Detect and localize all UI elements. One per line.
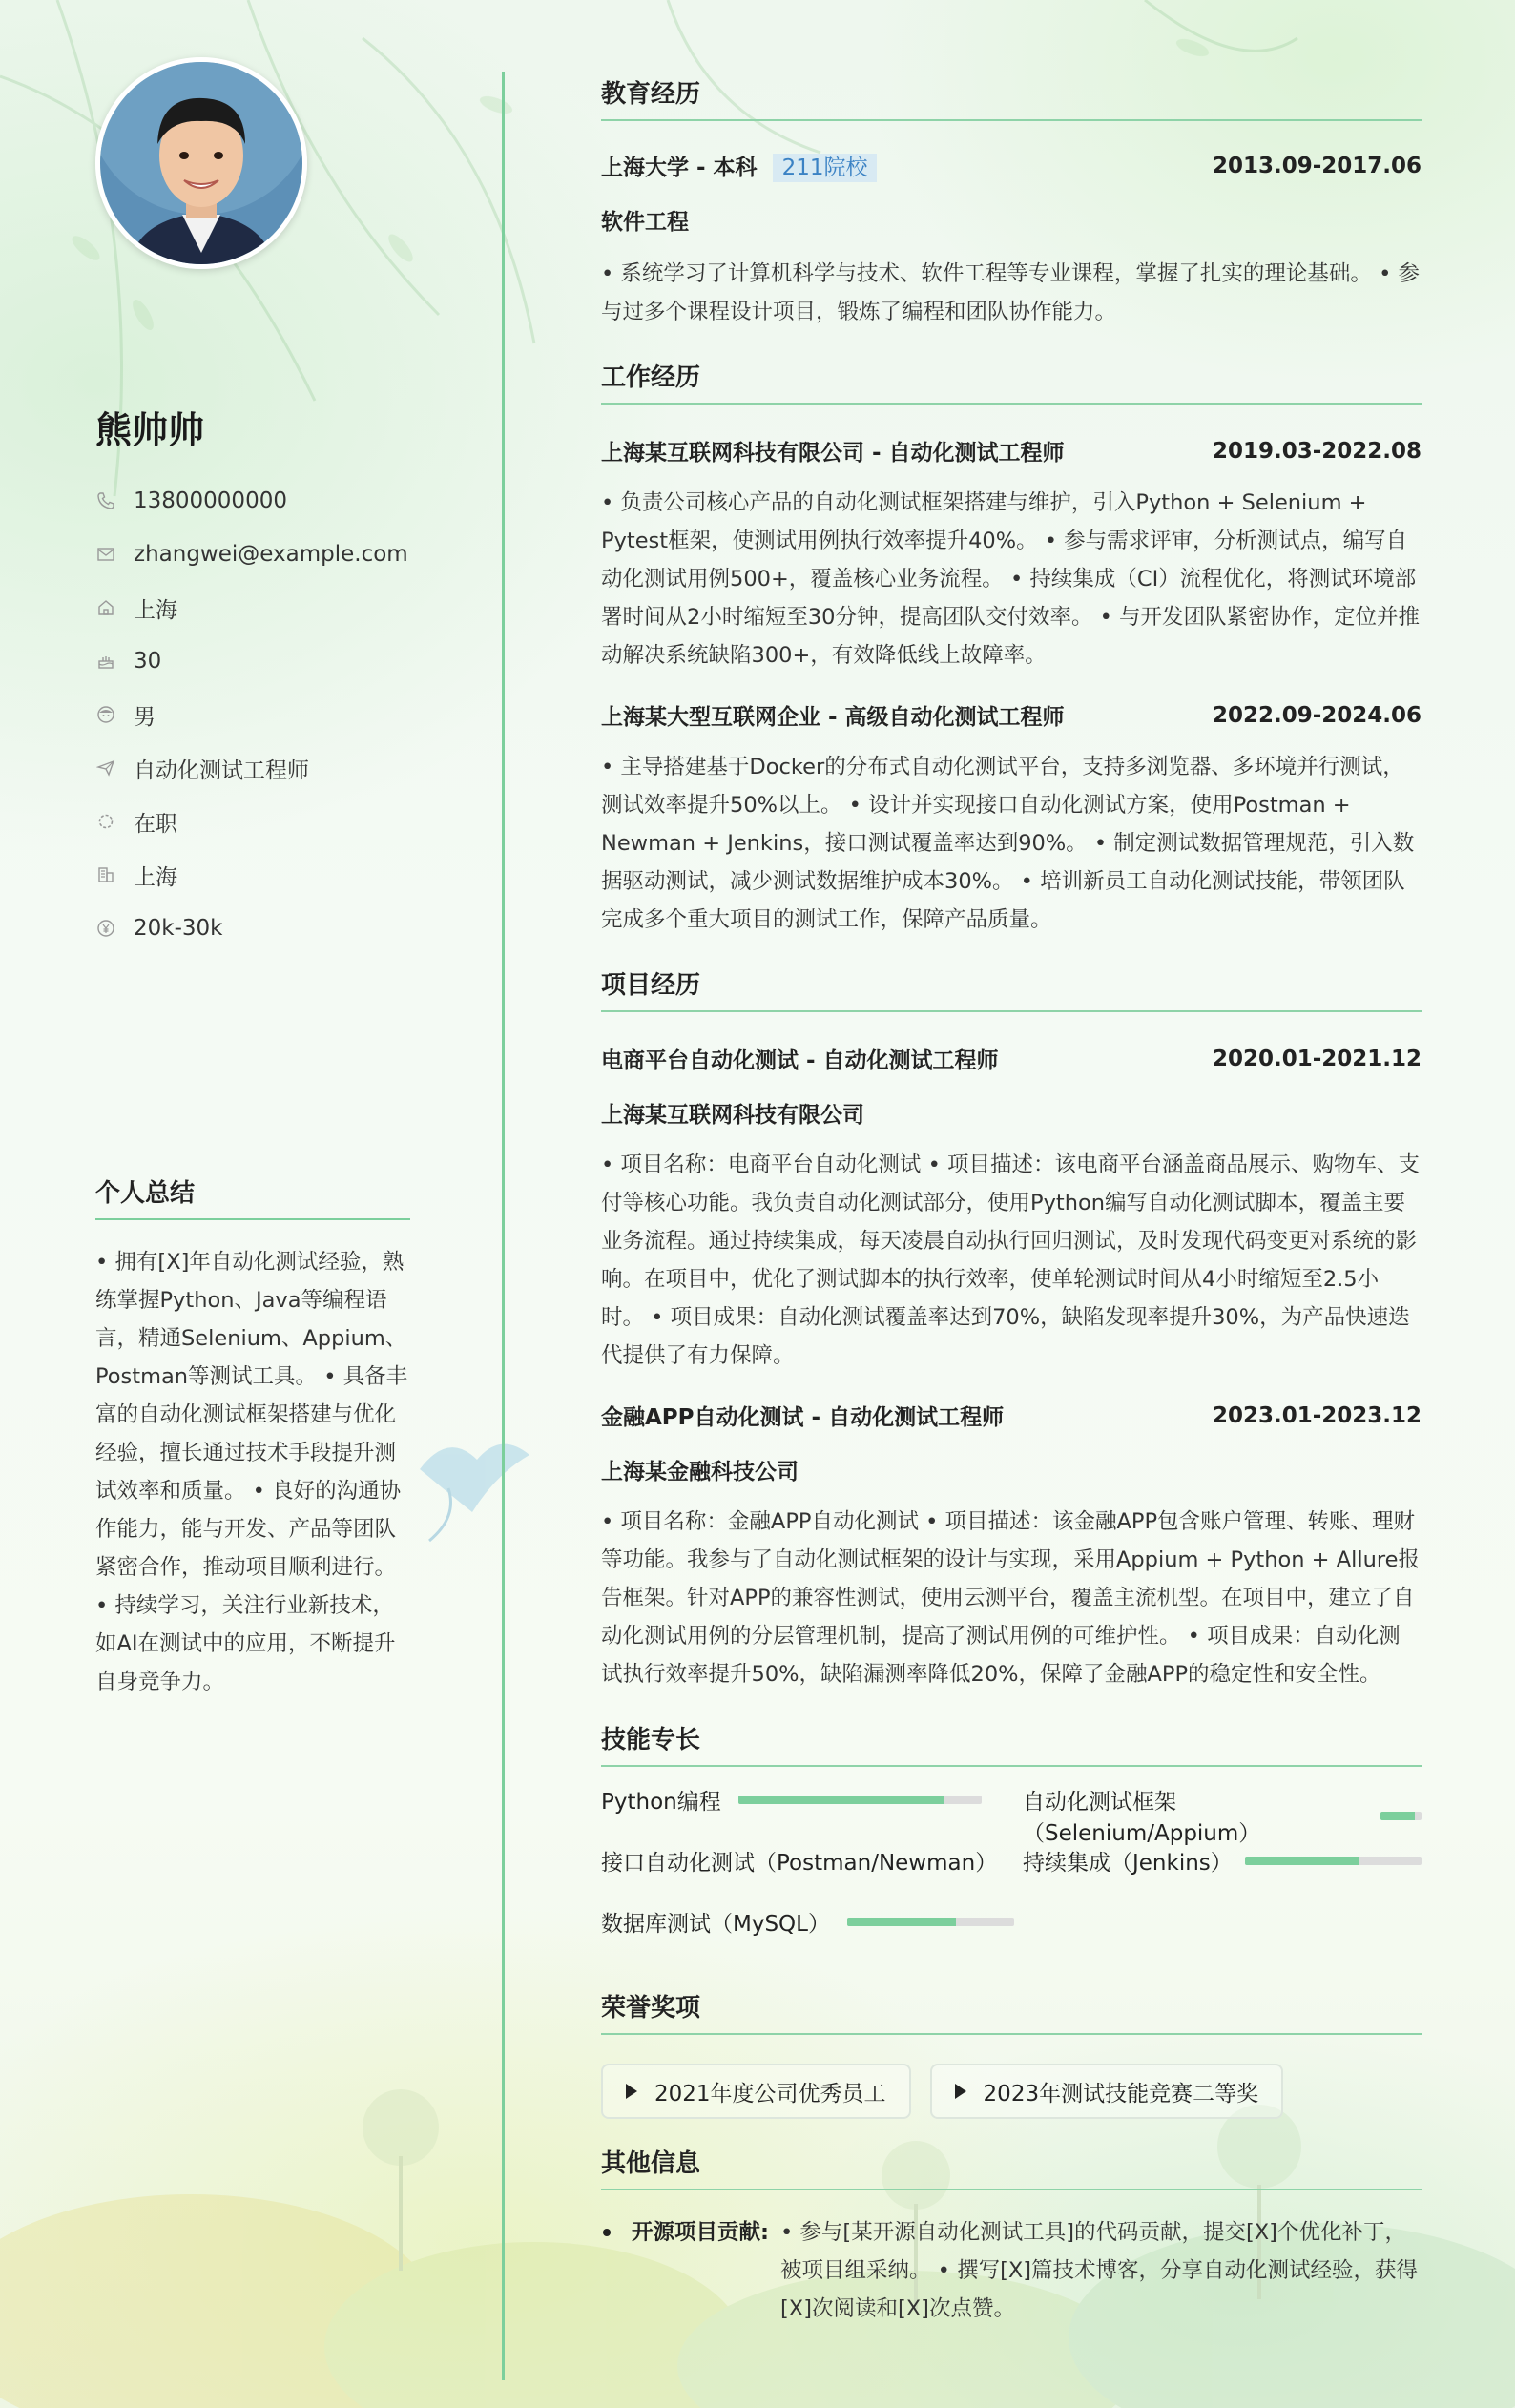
skill-name: 持续集成（Jenkins）: [1023, 1851, 1233, 1876]
location-text: 上海: [134, 597, 177, 623]
info-city: [95, 848, 410, 902]
skill-bar: [1245, 1857, 1422, 1865]
projects-section: [601, 965, 1422, 1693]
position-text: 自动化测试工程师: [134, 758, 309, 783]
contact-info-list: [95, 474, 410, 955]
work-item-desc: • 负责公司核心产品的自动化测试框架搭建与维护，引入Python + Selenium + Pytest框架，使测试用例执行效率提升40%。 • 参与需求评审，分析测试点，编写自动化测试用例500+，覆盖核心业务流程。 • 持续集成（CI）流程优化，将测试环境部署时间从2小时缩短至30分钟，提高团队交付效率。 • 与开发团队紧密协作，定位并推动解决系统缺陷300+，有效降低线上故障率。: [601, 490, 1421, 668]
info-email: [95, 528, 410, 581]
status-icon: [95, 811, 116, 832]
award-item: [930, 2064, 1284, 2119]
info-salary: [95, 902, 410, 955]
other-title: 其他信息: [601, 2144, 1422, 2190]
skill-item: [1023, 1845, 1422, 1877]
skills-section: [601, 1720, 1422, 1984]
projects-title: 项目经历: [601, 965, 1422, 1012]
cake-icon: [95, 651, 116, 672]
mail-icon: [95, 544, 116, 565]
award-item: [601, 2064, 911, 2119]
send-icon: [95, 758, 116, 778]
awards-title: 荣誉奖项: [601, 1988, 1422, 2035]
play-icon: [955, 2084, 966, 2099]
project-item-company: 上海某金融科技公司: [601, 1460, 799, 1484]
education-major: 软件工程: [601, 210, 689, 235]
play-icon: [626, 2084, 637, 2099]
project-item-desc: • 项目名称：金融APP自动化测试 • 项目描述：该金融APP包含账户管理、转账、理财等功能。我参与了自动化测试框架的设计与实现，采用Appium + Python + Allure报告框架。针对APP的兼容性测试，使用云测平台，覆盖主流机型。在项目中，建立了自动化测试用例的分层管理机制，提高了测试用例的可维护性。 • 项目成果：自动化测试执行效率提升50%，缺陷漏测率降低20%，保障了金融APP的稳定性和安全性。: [601, 1509, 1420, 1687]
skill-bar-fill: [847, 1918, 956, 1926]
money-icon: [95, 918, 116, 939]
column-divider: [502, 72, 505, 2380]
work-item-header: [601, 699, 1422, 731]
info-location: [95, 581, 410, 634]
work-item-date: 2019.03-2022.08: [1212, 438, 1422, 464]
work-item-header: [601, 435, 1422, 467]
skill-bar-fill: [1245, 1857, 1360, 1865]
work-title: 工作经历: [601, 358, 1422, 405]
skill-bar-fill: [1380, 1812, 1416, 1820]
skill-bar-fill: [738, 1796, 945, 1804]
other-item: [601, 2213, 1422, 2328]
other-text: • 参与[某开源自动化测试工具]的代码贡献，提交[X]个优化补丁，被项目组采纳。 • 撰写[X]篇技术博客，分享自动化测试经验，获得[X]次阅读和[X]次点赞。: [780, 2220, 1419, 2321]
summary-title: 个人总结: [95, 1173, 410, 1220]
education-school-wrap: [601, 150, 877, 181]
education-tag: 211院校: [773, 154, 878, 182]
age-text: 30: [134, 649, 162, 674]
education-desc: • 系统学习了计算机科学与技术、软件工程等专业课程，掌握了扎实的理论基础。 • 参与过多个课程设计项目，锻炼了编程和团队协作能力。: [601, 261, 1421, 324]
skill-name: 自动化测试框架（Selenium/Appium）: [1023, 1790, 1261, 1846]
skill-bar: [738, 1796, 982, 1804]
awards-list: [601, 2064, 1422, 2119]
skill-name: 接口自动化测试（Postman/Newman）: [601, 1851, 998, 1876]
project-item-heading: 金融APP自动化测试 - 自动化测试工程师: [601, 1405, 1005, 1430]
education-school: 上海大学 - 本科: [601, 156, 758, 180]
salary-text: 20k-30k: [134, 916, 223, 941]
bullet-icon: [603, 2229, 611, 2236]
education-date: 2013.09-2017.06: [1212, 153, 1422, 178]
building-icon: [95, 864, 116, 885]
other-label: 开源项目贡献:: [632, 2220, 769, 2245]
project-item-date: 2020.01-2021.12: [1212, 1046, 1422, 1071]
skill-item: [601, 1845, 997, 1877]
project-item-desc: • 项目名称：电商平台自动化测试 • 项目描述：该电商平台涵盖商品展示、购物车、支付等核心功能。我负责自动化测试部分，使用Python编写自动化测试脚本，覆盖主要业务流程。通过持续集成，每天凌晨自动执行回归测试，及时发现代码变更对系统的影响。在项目中，优化了测试脚本的执行效率，使单轮测试时间从4小时缩短至2.5小时。 • 项目成果：自动化测试覆盖率达到70%，缺陷发现率提升30%，为产品快速迭代提供了有力保障。: [601, 1152, 1421, 1368]
project-item-company: 上海某互联网科技有限公司: [601, 1103, 864, 1128]
skills-title: 技能专长: [601, 1720, 1422, 1767]
project-item-header: [601, 1043, 1422, 1074]
info-position: [95, 741, 410, 795]
skill-item: [1023, 1784, 1422, 1847]
work-item-heading: 上海某互联网科技有限公司 - 自动化测试工程师: [601, 441, 1065, 466]
skill-name: 数据库测试（MySQL）: [601, 1912, 830, 1937]
email-text: zhangwei@example.com: [134, 542, 408, 567]
other-section: [601, 2144, 1422, 2328]
left-sidebar: [95, 57, 410, 1694]
education-header: [601, 150, 1422, 181]
avatar: [95, 57, 307, 269]
main-content: [601, 74, 1422, 2328]
status-text: 在职: [134, 811, 177, 837]
phone-icon: [95, 490, 116, 511]
gender-text: 男: [134, 704, 156, 730]
skills-list: [601, 1784, 1422, 1984]
project-item-heading: 电商平台自动化测试 - 自动化测试工程师: [601, 1048, 999, 1073]
work-item-heading: 上海某大型互联网企业 - 高级自动化测试工程师: [601, 705, 1065, 730]
face-icon: [95, 704, 116, 725]
skill-name: Python编程: [601, 1790, 721, 1815]
info-gender: [95, 688, 410, 741]
education-section: [601, 74, 1422, 331]
home-icon: [95, 597, 116, 618]
skill-item: [601, 1906, 1014, 1938]
project-item-date: 2023.01-2023.12: [1212, 1402, 1422, 1428]
summary-text: • 拥有[X]年自动化测试经验，熟练掌握Python、Java等编程语言，精通Selenium、Appium、Postman等测试工具。 • 具备丰富的自动化测试框架搭建与优化经验，擅长通过技术手段提升测试效率和质量。 • 良好的沟通协作能力，能与开发、产品等团队紧密合作，推动项目顺利进行。 • 持续学习，关注行业新技术，如AI在测试中的应用，不断提升自身竞争力。: [95, 1250, 408, 1694]
skill-item: [601, 1784, 982, 1816]
info-age: [95, 634, 410, 688]
work-item-desc: • 主导搭建基于Docker的分布式自动化测试平台，支持多浏览器、多环境并行测试，测试效率提升50%以上。 • 设计并实现接口自动化测试方案，使用Postman + Newman + Jenkins，接口测试覆盖率达到90%。 • 制定测试数据管理规范，引入数据驱动测试，减少测试数据维护成本30%。 • 培训新员工自动化测试技能，带领团队完成多个重大项目的测试工作，保障产品质量。: [601, 755, 1415, 932]
project-item-header: [601, 1400, 1422, 1431]
info-phone: [95, 474, 410, 528]
info-status: [95, 795, 410, 848]
awards-section: [601, 1988, 1422, 2119]
candidate-name: 熊帅帅: [95, 409, 205, 451]
city-text: 上海: [134, 864, 177, 890]
phone-text: 13800000000: [134, 488, 287, 513]
skill-bar: [847, 1918, 1014, 1926]
work-item-date: 2022.09-2024.06: [1212, 702, 1422, 728]
skill-bar: [1380, 1812, 1422, 1820]
award-text: 2021年度公司优秀员工: [654, 2081, 886, 2107]
education-title: 教育经历: [601, 74, 1422, 121]
work-section: [601, 358, 1422, 939]
award-text: 2023年测试技能竞赛二等奖: [983, 2081, 1259, 2107]
